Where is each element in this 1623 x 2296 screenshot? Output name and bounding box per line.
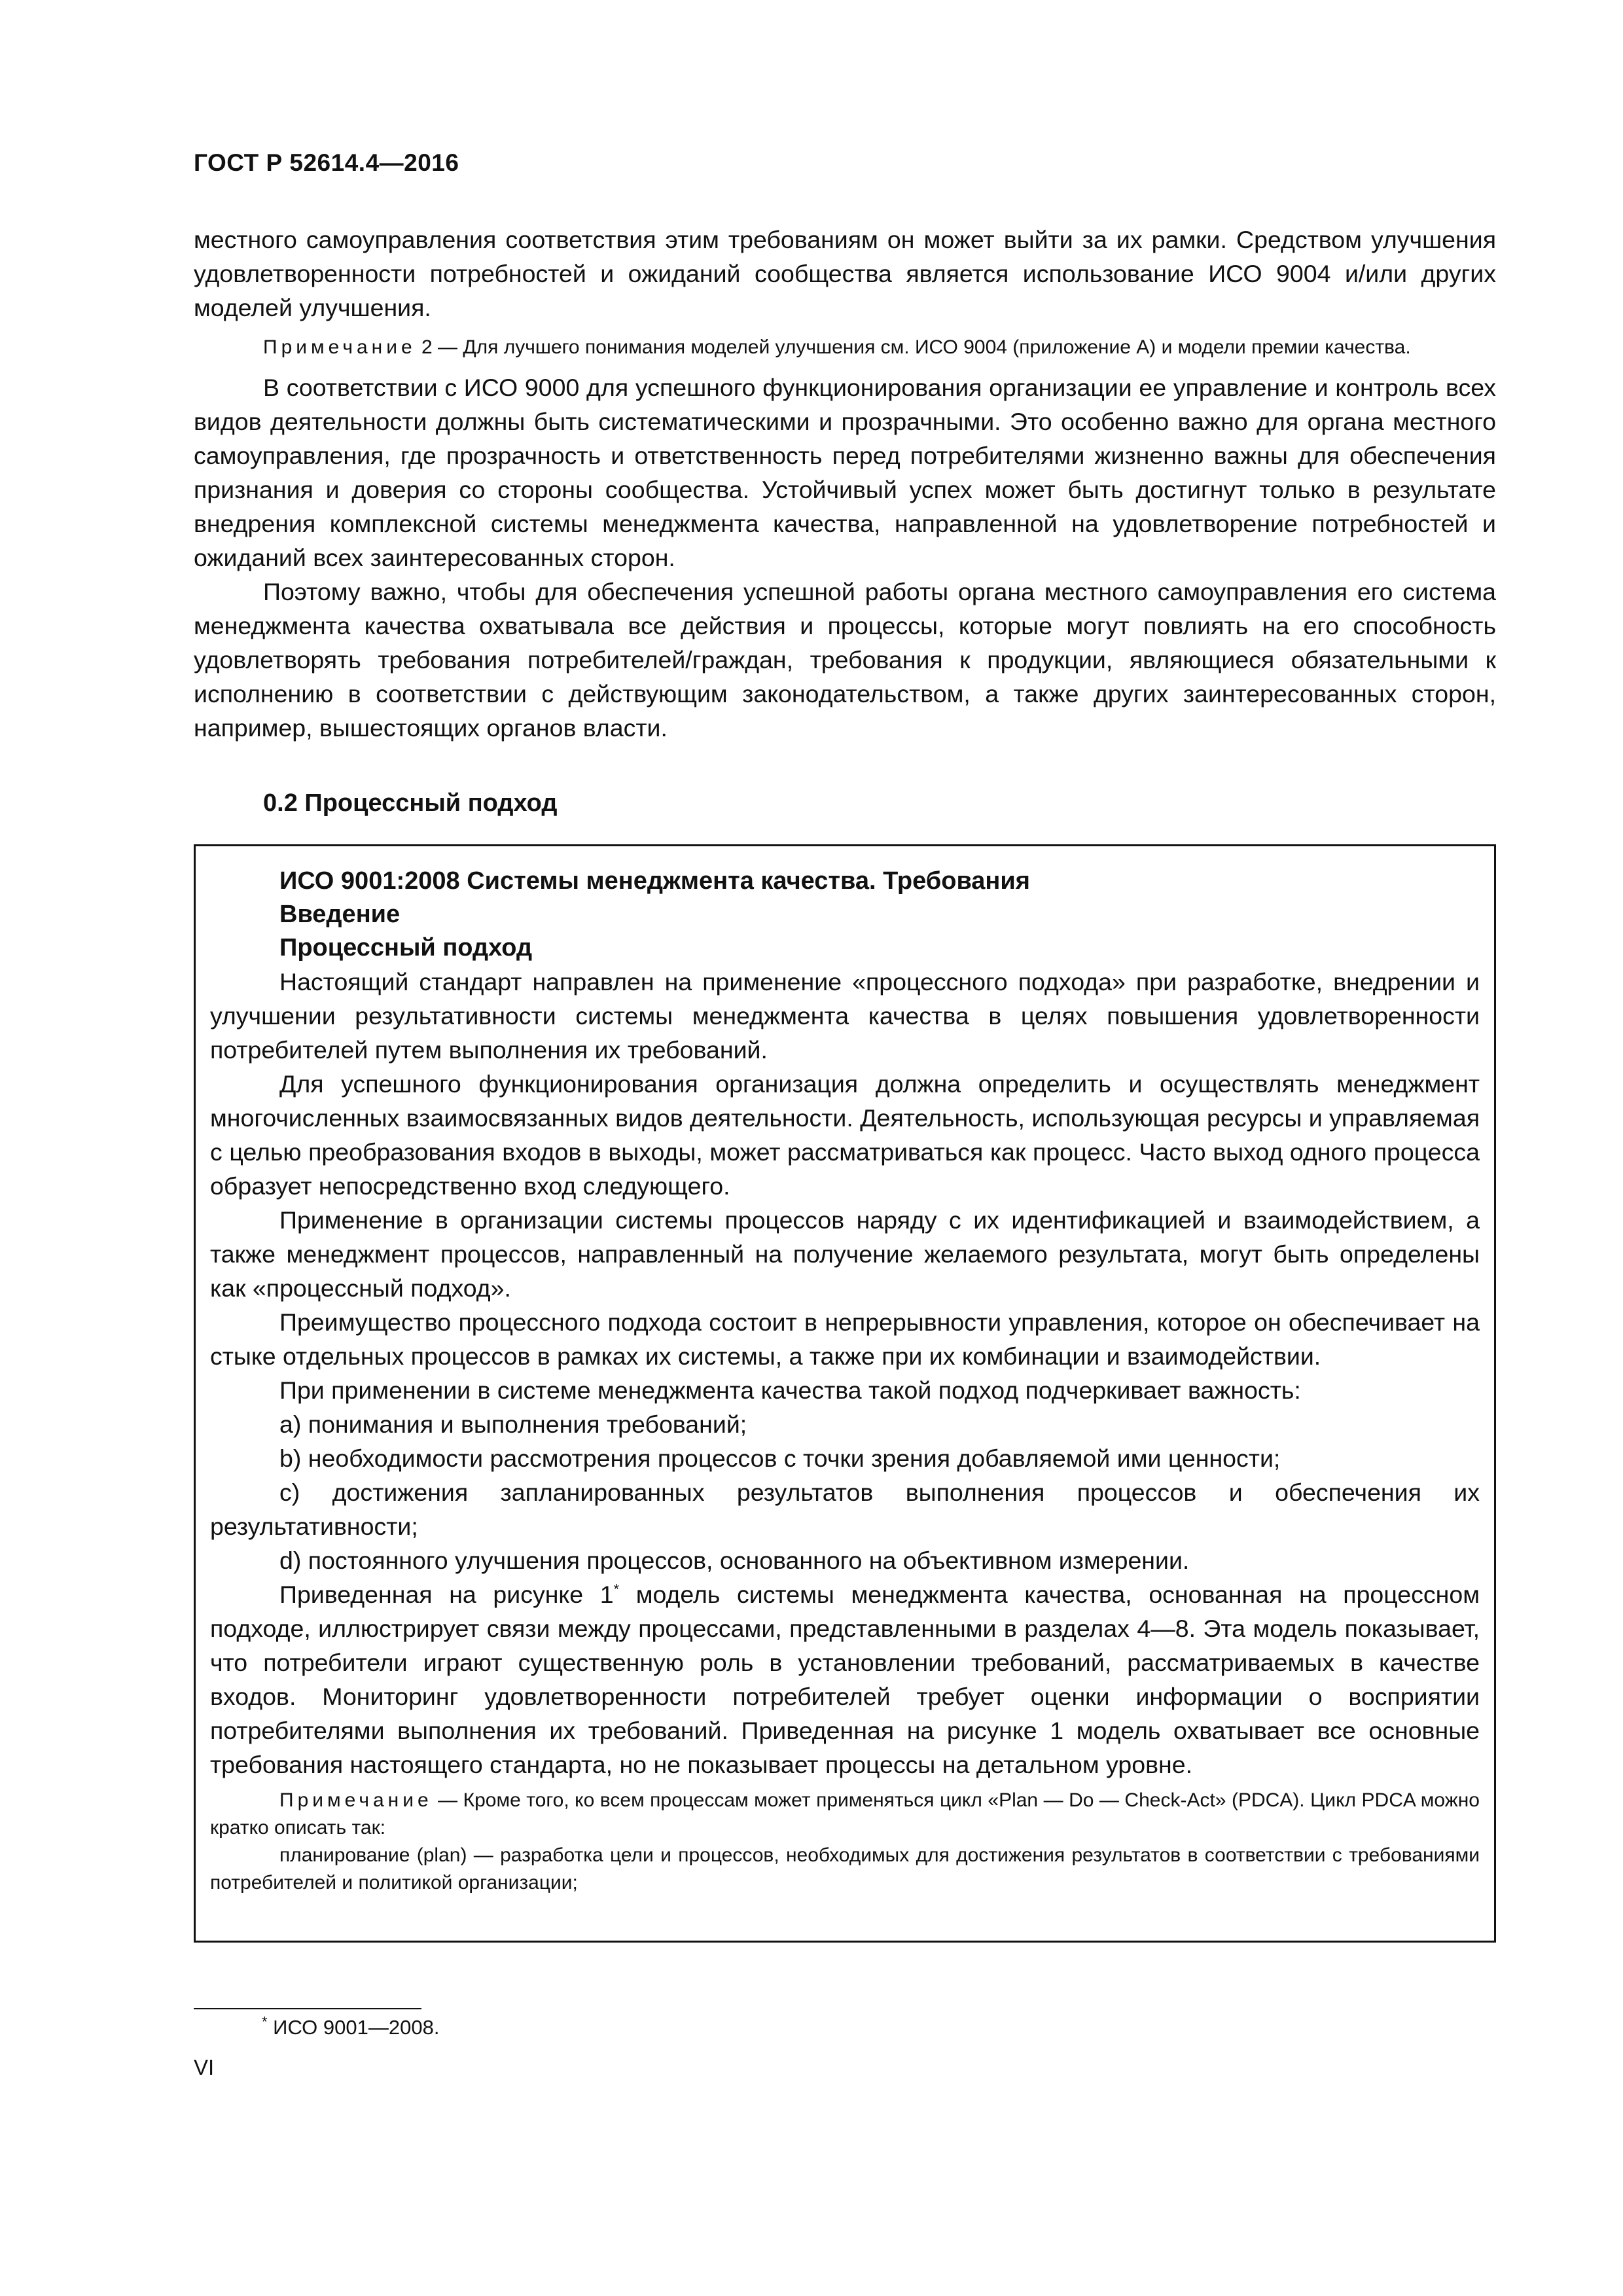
document-header: ГОСТ Р 52614.4—2016: [194, 149, 459, 176]
box-heading-introduction: Введение: [279, 901, 401, 928]
box-heading-process-approach: Процессный подход: [279, 934, 533, 961]
box-paragraph-6-rest: модель системы менеджмента качества, основанная на процессном подходе, иллюстрирует связи между процессами, представленными в разделах 4—8. Эта модель показывает, что потребители играют существенную роль в установлении требований, рассматриваемых в качестве входов. Мониторинг удовлетворенности потребителей требует оценки информации о восприятии потребителями выполнения их требований. Приведенная на рисунке 1 модель охватывает все основные требования настоящего стандарта, но не показывает процессы на детальном уровне.: [210, 1581, 1480, 1778]
footnote-text: ИСО 9001—2008.: [267, 2016, 440, 2039]
intro-paragraph-2: В соответствии с ИСО 9000 для успешного функционирования организации ее управление и контроль всех видов деятельности должны быть систематическими и прозрачными. Это особенно важно для органа местного самоуправления, где прозрачность и ответственность перед потребителями жизненно важны для обеспечения признания и доверия со стороны сообщества. Устойчивый успех может быть достигнут только в результате внедрения комплексной системы менеджмента качества, направленной на удовлетворение потребностей и ожиданий всех заинтересованных сторон.: [194, 374, 1496, 571]
list-item-d: d) постоянного улучшения процессов, основанного на объективном измерении.: [279, 1547, 1190, 1574]
section-title: 0.2 Процессный подход: [263, 789, 558, 817]
list-item-c: c) достижения запланированных результатов выполнения процессов и обеспечения их результативности;: [210, 1479, 1480, 1540]
note-2-text: 2 — Для лучшего понимания моделей улучшения см. ИСО 9004 (приложение А) и модели премии качества.: [416, 336, 1411, 358]
box-paragraph-1: Настоящий стандарт направлен на применение «процессного подхода» при разработке, внедрении и улучшении результативности системы менеджмента качества в целях повышения удовлетворенности потребителей путем выполнения их требований.: [210, 968, 1480, 1064]
box-paragraph-4: Преимущество процессного подхода состоит в непрерывности управления, которое он обеспечивает на стыке отдельных процессов в рамках их системы, а также при их комбинации и взаимодействии.: [210, 1308, 1480, 1370]
box-paragraph-2: Для успешного функционирования организация должна определить и осуществлять менеджмент многочисленных взаимосвязанных видов деятельности. Деятельность, использующая ресурсы и управляемая с целью преобразования входов в выходы, может рассматриваться как процесс. Часто выход одного процесса образует непосредственно вход следующего.: [210, 1070, 1480, 1200]
box-paragraph-6: [210, 1577, 1480, 1782]
footnote-reference: *: [613, 1581, 620, 1598]
box-note-text: — Кроме того, ко всем процессам может применяться цикл «Plan — Do — Check-Act» (PDCA). Цикл PDCA можно кратко описать так:: [210, 1789, 1480, 1839]
footnote-mark: *: [262, 2013, 268, 2030]
box-note-plan: планирование (plan) — разработка цели и процессов, необходимых для достижения результатов в соответствии с требованиями потребителей и политикой организации;: [210, 1844, 1480, 1893]
box-heading-standard: ИСО 9001:2008 Системы менеджмента качества. Требования: [279, 867, 1030, 895]
note-2: [194, 334, 1496, 361]
intro-paragraph-3: Поэтому важно, чтобы для обеспечения успешной работы органа местного самоуправления его система менеджмента качества охватывала все действия и процессы, которые могут повлиять на его способность удовлетворять требования потребителей/граждан, требования к продукции, являющиеся обязательными к исполнению в соответствии с действующим законодательством, а также других заинтересованных сторон, например, вышестоящих органов власти.: [194, 578, 1496, 742]
footnote-divider: [194, 2008, 421, 2009]
box-note: [210, 1787, 1480, 1897]
note-2-label: Примечание: [263, 336, 416, 358]
list-item-a: a) понимания и выполнения требований;: [279, 1410, 747, 1438]
box-paragraph-6-start: Приведенная на рисунке 1: [279, 1581, 614, 1608]
box-note-label: Примечание: [279, 1789, 433, 1811]
footnote: [262, 2013, 440, 2039]
intro-block: [194, 223, 1496, 745]
list-item-b: b) необходимости рассмотрения процессов с точки зрения добавляемой ими ценности;: [279, 1444, 1281, 1472]
page-number: VI: [194, 2055, 215, 2079]
quoted-standard-box: [194, 844, 1496, 1943]
box-paragraph-3: Применение в организации системы процессов наряду с их идентификацией и взаимодействием, а также менеджмент процессов, направленный на получение желаемого результата, могут быть определены как «процессный подход».: [210, 1206, 1480, 1302]
intro-paragraph-1: местного самоуправления соответствия этим требованиям он может выйти за их рамки. Средством улучшения удовлетворенности потребностей и ожиданий сообщества является использование ИСО 9004 и/или других моделей улучшения.: [194, 226, 1496, 321]
box-paragraph-5: При применении в системе менеджмента качества такой подход подчеркивает важность:: [279, 1376, 1301, 1404]
